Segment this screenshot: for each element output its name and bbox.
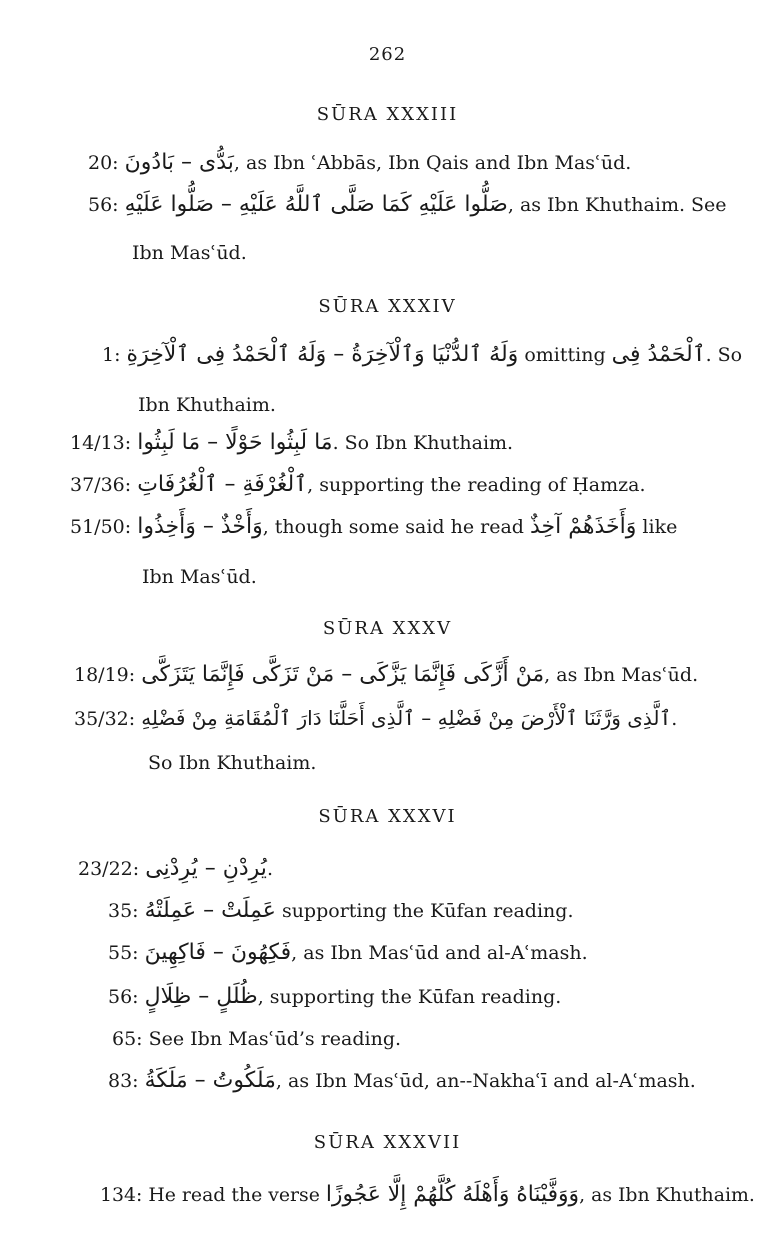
page-number: 262 [368,44,407,65]
arabic-text: صَلُّوا عَلَيْهِ كَمَا صَلَّى ٱللَّهُ عَلَيْهِ – صَلُّوا عَلَيْهِ [124,192,508,217]
arabic-text: وَوَفَّيْنَاهُ وَأَهْلَهُ كُلَّهُمْ إِلَّا عَجُوزًا [325,1182,580,1207]
verse-number: 20: [88,152,119,174]
arabic-text: فَكِهُونَ – فَاكِهِينَ [144,940,292,965]
arabic-text: مَلَكُوتُ – مَلَكَةُ [144,1068,276,1093]
verse-entry [70,432,513,454]
note-text: omitting [518,344,612,366]
arabic-text: وَأَخَذَهُمْ آخِذٌ [530,514,637,539]
note-text: . So Ibn Khuthaim. [332,432,514,454]
verse-number: 35: [108,900,139,922]
note-text: , supporting the Kūfan reading. [257,986,562,1008]
verse-entry [78,858,273,880]
note-text: , as Ibn ʿAbbās, Ibn Qais and Ibn Masʿūd. [233,152,632,174]
note-text: , as Ibn Masʿūd. [544,664,699,686]
verse-number: 134: [100,1184,143,1206]
verse-number: 23/22: [78,858,140,880]
continuation-text: Ibn Khuthaim. [138,394,276,416]
note-text: . So [705,344,743,366]
arabic-text: عَمِلَتْ – عَمِلَتْهُ [144,898,276,923]
note-text: like [636,516,678,538]
note-text: , as Ibn Khuthaim. See [507,194,727,216]
verse-entry [88,194,727,216]
sura-heading: SŪRA XXXIII [316,104,459,125]
verse-entry [102,344,742,366]
verse-entry [108,900,574,922]
note-text: , supporting the reading of Ḥamza. [307,474,646,496]
verse-entry [70,516,677,538]
verse-entry [74,664,698,686]
arabic-text: ٱلَّذِى وَرَّثَنَا ٱلْأَرْضَ مِنْ فَضْلِهِ – ٱلَّذِى أَحَلَّنَا دَارَ ٱلْمُقَامَةِ مِنْ فَضْلِهِ [141,706,672,730]
verse-entry [112,1030,401,1049]
verse-number: 35/32: [74,708,136,730]
verse-number: 51/50: [70,516,132,538]
continuation-text: Ibn Masʿūd. [142,566,257,588]
sura-heading: SŪRA XXXVII [313,1132,462,1153]
verse-number: 83: [108,1070,139,1092]
note-text: , as Ibn Masʿūd, an--Nakhaʿī and al-Aʿmash. [275,1070,696,1092]
verse-number: 65: [112,1028,143,1050]
sura-heading: SŪRA XXXIV [318,296,457,317]
verse-number: 55: [108,942,139,964]
verse-entry [70,474,645,496]
arabic-text: ٱلْغُرْفَةِ – ٱلْغُرُفَاتِ [137,472,308,497]
arabic-text: وَأَخْذٌ – وَأَخِذُوا [137,514,263,539]
verse-entry [74,708,677,729]
continuation-text: So Ibn Khuthaim. [148,752,317,774]
note-text: . [266,858,273,880]
verse-entry [100,1184,755,1206]
verse-entry [88,152,631,174]
arabic-text: مَنْ أَزَّكَى فَإِنَّمَا يَزَّكَى – مَنْ تَزَكَّى فَإِنَّمَا يَتَزَكَّى [141,662,545,687]
arabic-text: ٱلْحَمْدُ فِى [611,342,706,367]
verse-number: 37/36: [70,474,132,496]
sura-heading: SŪRA XXXV [322,618,453,639]
note-text: See Ibn Masʿūd’s reading. [142,1028,402,1050]
note-text: . [671,708,678,730]
continuation-text: Ibn Masʿūd. [132,242,247,264]
verse-entry [108,986,561,1008]
verse-number: 56: [108,986,139,1008]
verse-entry [108,1070,696,1092]
note-text: , though some said he read [262,516,530,538]
arabic-text: ظُلَلٍ – ظِلَالٍ [144,984,258,1009]
verse-number: 1: [102,344,121,366]
verse-number: 56: [88,194,119,216]
arabic-text: وَلَهُ ٱلدُّنْيَا وَٱلْآخِرَةُ – وَلَهُ ٱلْحَمْدُ فِى ٱلْآخِرَةِ [126,342,519,367]
note-text: , as Ibn Masʿūd and al-Aʿmash. [291,942,588,964]
note-text: , as Ibn Khuthaim. [579,1184,755,1206]
sura-heading: SŪRA XXXVI [318,806,457,827]
arabic-text: مَا لَبِثُوا حَوْلًا – مَا لَبِثُوا [137,430,333,455]
arabic-text: يُرِدْنِ – يُرِدْنِى [145,856,267,881]
note-text: supporting the Kūfan reading. [275,900,574,922]
note-text: He read the verse [142,1184,326,1206]
arabic-text: بَدُّى – بَادُونَ [124,150,234,175]
verse-number: 18/19: [74,664,136,686]
verse-entry [108,942,588,964]
verse-number: 14/13: [70,432,132,454]
